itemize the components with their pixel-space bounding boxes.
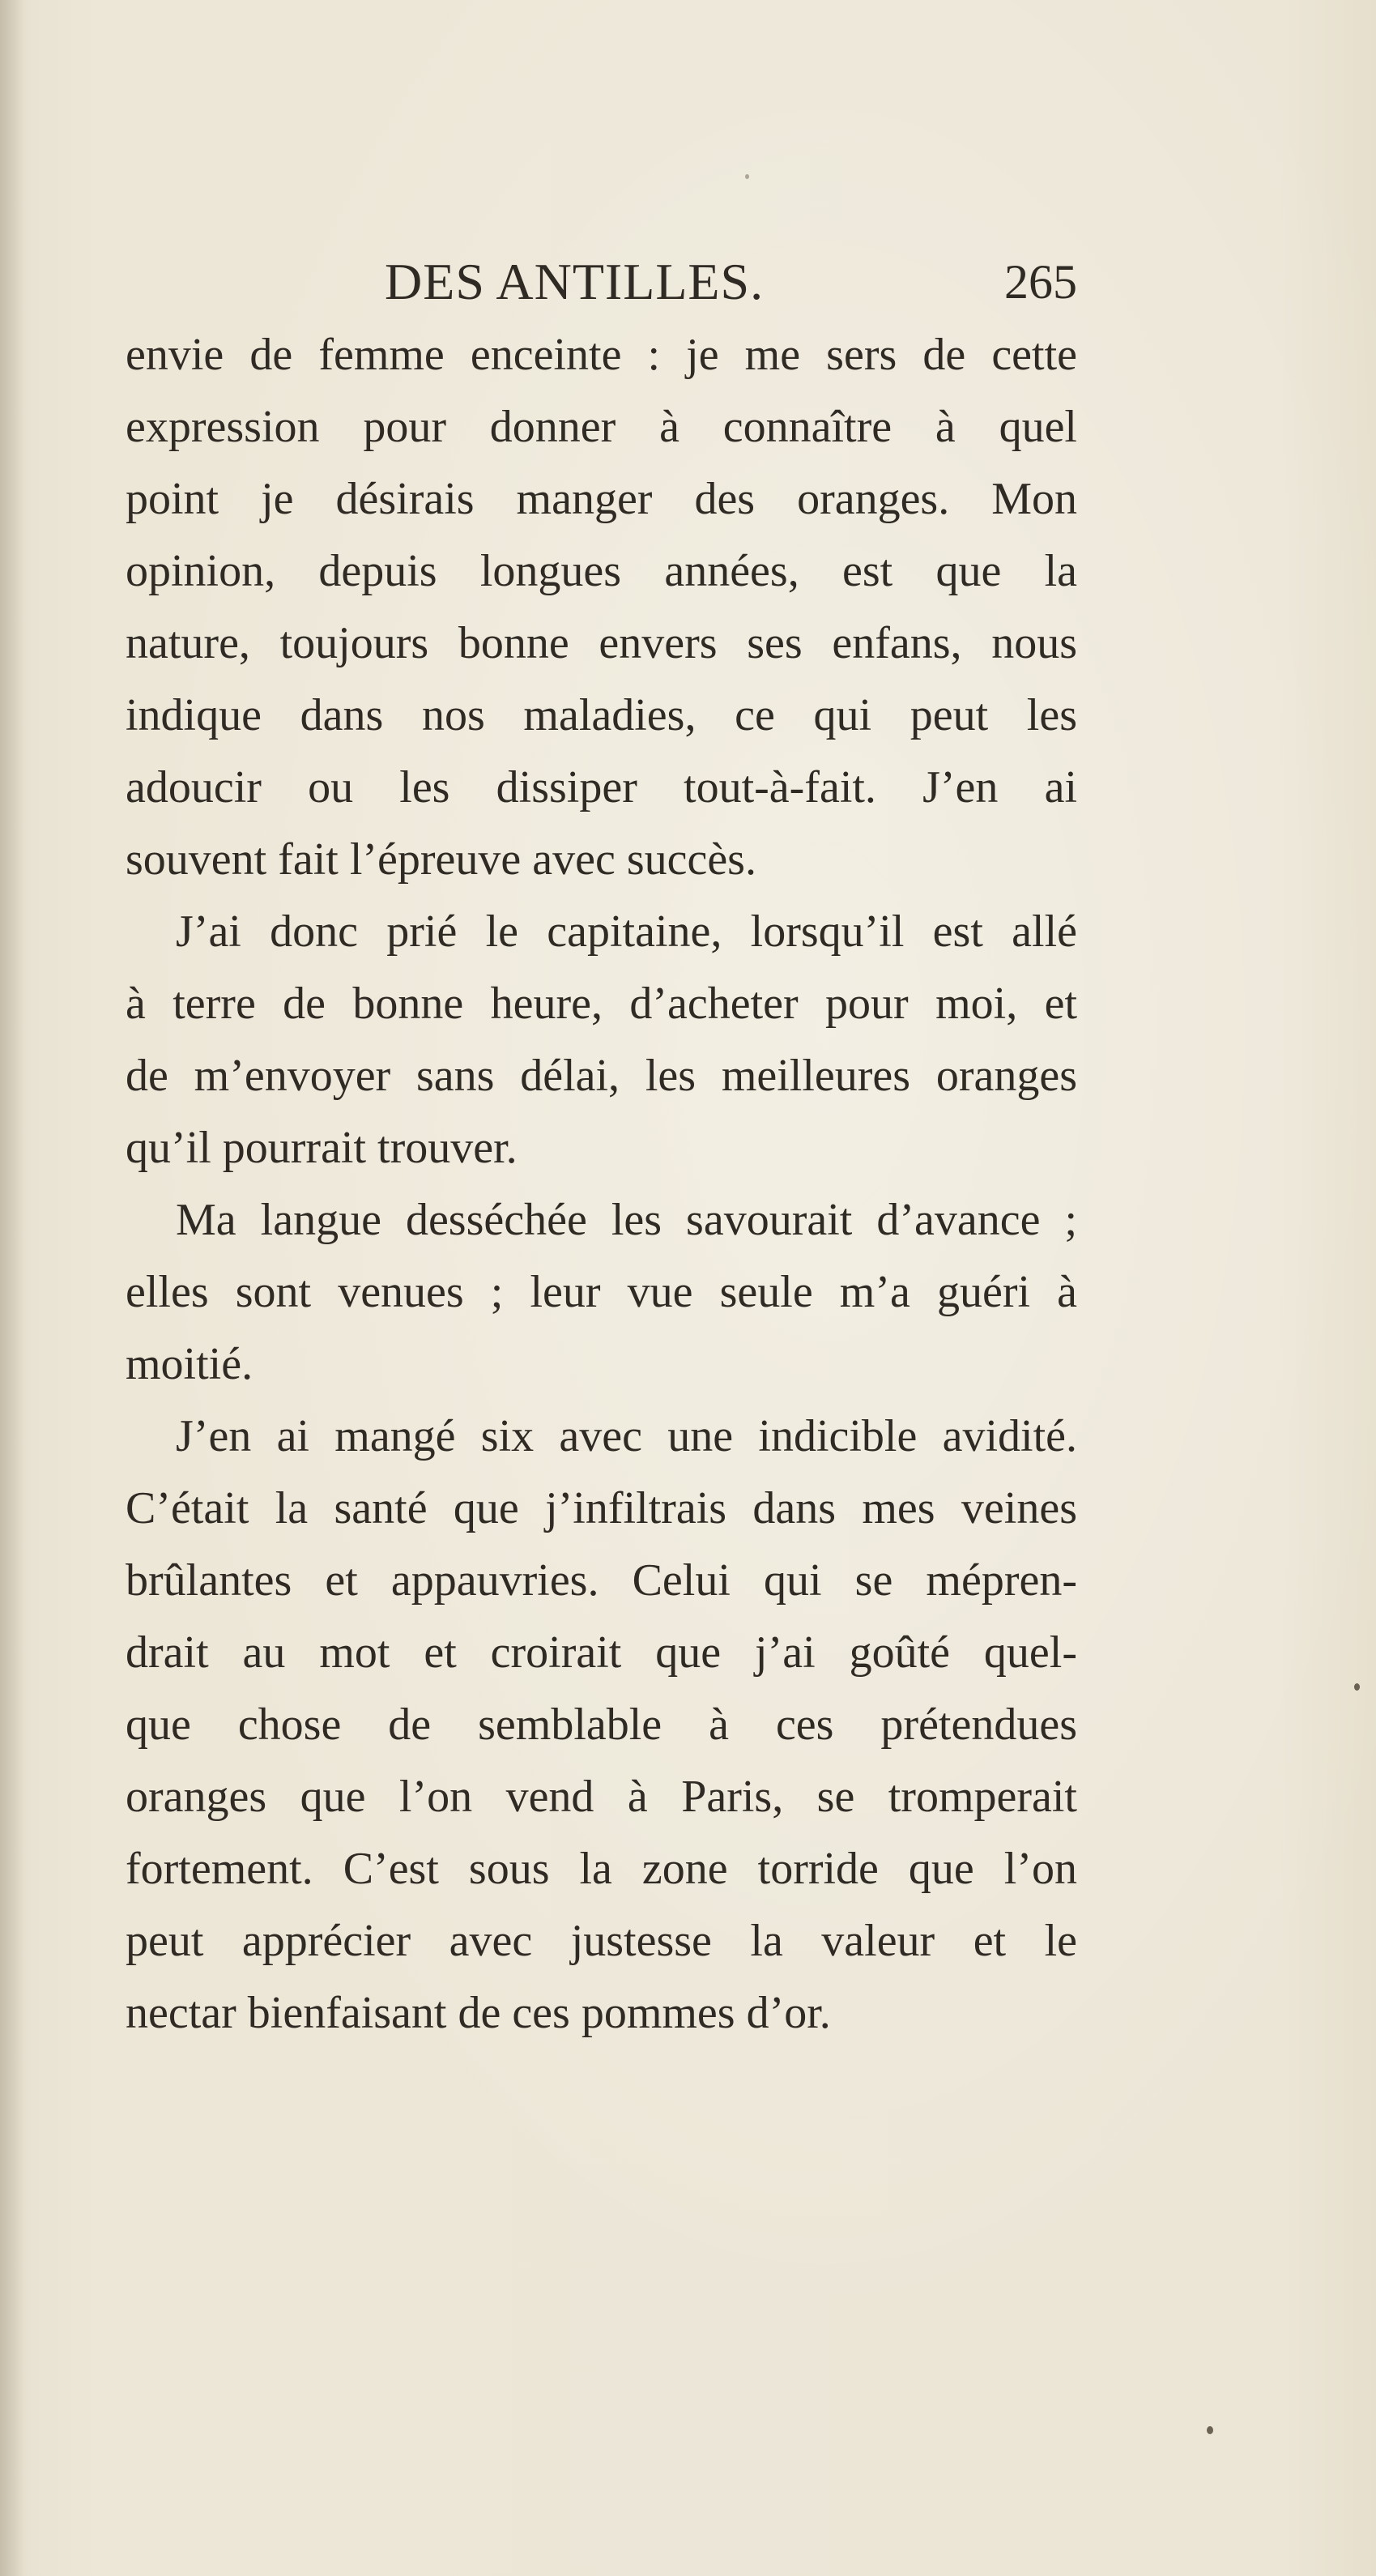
text-line: brûlantes et appauvries. Celui qui se mépren-	[126, 1555, 1077, 1606]
text-line: C’était la santé que j’infiltrais dans mes veines	[126, 1483, 1077, 1533]
text-line: elles sont venues ; leur vue seule m’a guéri à	[126, 1267, 1077, 1317]
text-line: adoucir ou les dissiper tout-à-fait. J’en ai	[126, 762, 1077, 812]
text-line: drait au mot et croirait que j’ai goûté quel-	[126, 1627, 1077, 1678]
running-title: DES ANTILLES.	[385, 253, 765, 310]
text-line: fortement. C’est sous la zone torride que l’on	[126, 1844, 1077, 1894]
body-text	[126, 319, 1077, 2049]
paper-speck	[1354, 1683, 1360, 1691]
text-line: nature, toujours bonne envers ses enfans, nous	[126, 618, 1077, 668]
text-line: qu’il pourrait trouver.	[126, 1123, 518, 1173]
text-line: nectar bienfaisant de ces pommes d’or.	[126, 1988, 831, 2038]
text-line: que chose de semblable à ces prétendues	[126, 1700, 1077, 1750]
text-line: Ma langue desséchée les savourait d’avance ;	[176, 1195, 1077, 1245]
page-number: 265	[1004, 255, 1077, 309]
paper-speck	[745, 174, 749, 179]
paper-speck	[1207, 2426, 1213, 2434]
text-line: oranges que l’on vend à Paris, se tromperait	[126, 1772, 1077, 1822]
text-line: expression pour donner à connaître à quel	[126, 402, 1077, 452]
text-line: indique dans nos maladies, ce qui peut les	[126, 690, 1077, 740]
text-line: souvent fait l’épreuve avec succès.	[126, 834, 756, 885]
text-line: peut apprécier avec justesse la valeur et le	[126, 1916, 1077, 1966]
text-line: opinion, depuis longues années, est que la	[126, 546, 1077, 596]
text-line: point je désirais manger des oranges. Mon	[126, 474, 1077, 524]
text-line: envie de femme enceinte : je me sers de cette	[126, 330, 1077, 380]
text-line: J’en ai mangé six avec une indicible avidité.	[176, 1411, 1077, 1461]
page-header	[126, 249, 1077, 314]
text-line: moitié.	[126, 1339, 253, 1389]
text-line: à terre de bonne heure, d’acheter pour moi, et	[126, 979, 1077, 1029]
page-gutter-shadow	[0, 0, 24, 2576]
text-line: de m’envoyer sans délai, les meilleures oranges	[126, 1051, 1077, 1101]
text-line: J’ai donc prié le capitaine, lorsqu’il est allé	[176, 906, 1077, 957]
